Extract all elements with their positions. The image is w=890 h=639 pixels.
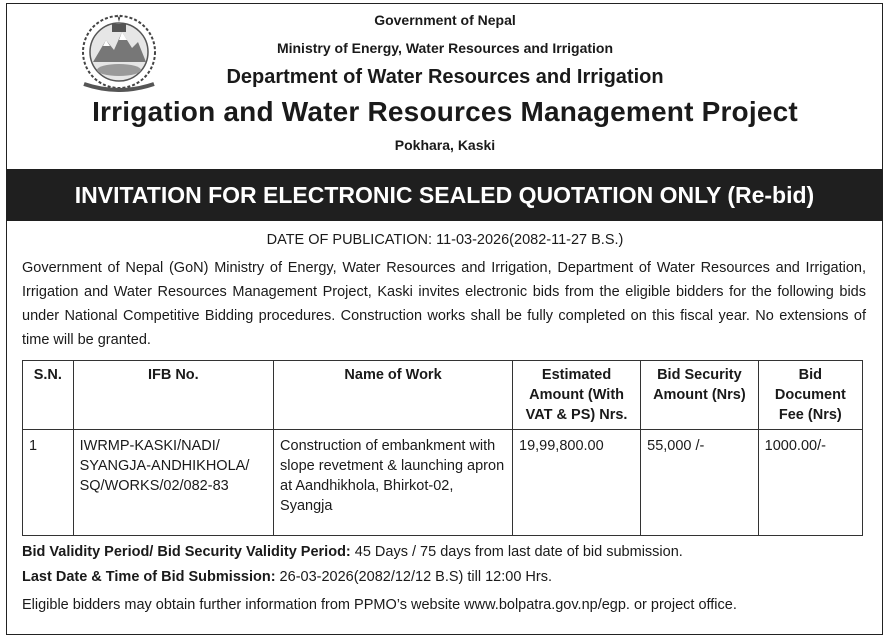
invitation-title: INVITATION FOR ELECTRONIC SEALED QUOTATION ONLY (Re-bid)	[74, 181, 815, 208]
table-row	[23, 430, 863, 536]
cell-ifb: IWRMP-KASKI/NADI/ SYANGJA-ANDHIKHOLA/ SQ/WORKS/02/082-83	[73, 430, 273, 536]
publication-date: DATE OF PUBLICATION: 11-03-2026(2082-11-27 B.S.)	[266, 232, 624, 248]
table-header-row	[23, 361, 863, 430]
bids-table	[22, 360, 863, 536]
intro-paragraph: Government of Nepal (GoN) Ministry of Energy, Water Resources and Irrigation, Department of Water Resources and Irrigation, Irrigation and Water Resources Management Project, Kaski invites electronic bids from the eligible bidders for the following bids under National Competitive Bidding procedures. Construction works shall be fully completed on this fiscal year. No extensions of time will be granted.	[22, 260, 866, 348]
header-sn: S.N.	[23, 361, 74, 430]
header-name-of-work: Name of Work	[274, 361, 513, 430]
ministry-heading: Ministry of Energy, Water Resources and Irrigation	[276, 40, 614, 56]
invitation-banner	[6, 169, 883, 221]
validity-line	[22, 544, 683, 560]
header-bid-security: Bid Security Amount (Nrs)	[641, 361, 759, 430]
header-estimated-amount: Estimated Amount (With VAT & PS) Nrs.	[513, 361, 641, 430]
cell-estimated-amount: 19,99,800.00	[513, 430, 641, 536]
deadline-label: Last Date & Time of Bid Submission:	[22, 569, 276, 585]
header-ifb: IFB No.	[73, 361, 273, 430]
info-line: Eligible bidders may obtain further information from PPMO’s website www.bolpatra.gov.np/egp. or project office.	[22, 597, 737, 613]
cell-document-fee: 1000.00/-	[758, 430, 862, 536]
project-title: Irrigation and Water Resources Management Project	[92, 96, 798, 127]
validity-value: 45 Days / 75 days from last date of bid submission.	[350, 544, 683, 560]
deadline-line	[22, 569, 552, 585]
deadline-value: 26-03-2026(2082/12/12 B.S) till 12:00 Hrs.	[275, 569, 553, 585]
cell-bid-security: 55,000 /-	[641, 430, 759, 536]
cell-name-of-work: Construction of embankment with slope revetment & launching apron at Aandhikhola, Bhirkot-02, Syangja	[274, 430, 513, 536]
location-text: Pokhara, Kaski	[394, 137, 496, 153]
header-document-fee: Bid Document Fee (Nrs)	[758, 361, 862, 430]
department-heading: Department of Water Resources and Irrigation	[226, 66, 664, 88]
cell-sn: 1	[23, 430, 74, 536]
government-heading: Government of Nepal	[374, 12, 516, 28]
validity-label: Bid Validity Period/ Bid Security Validity Period:	[22, 544, 351, 560]
